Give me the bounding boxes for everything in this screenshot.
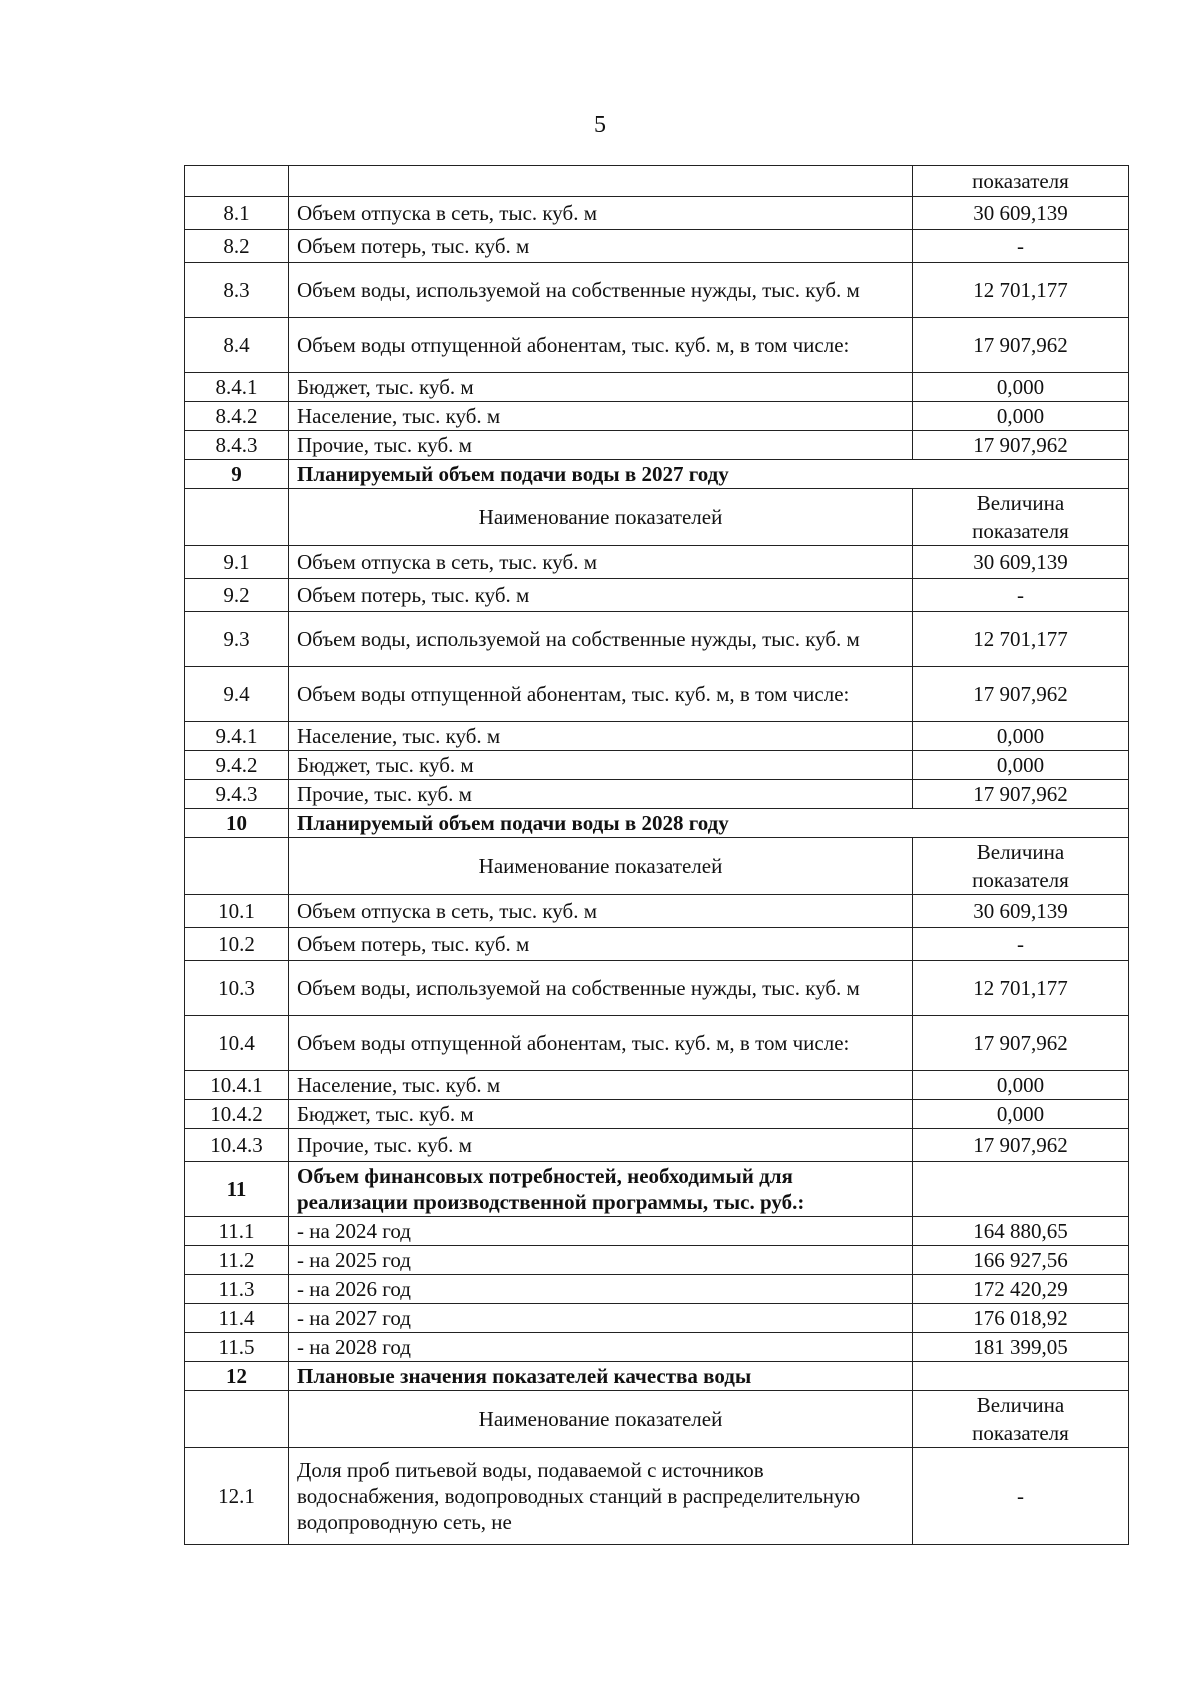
row-name: - на 2028 год <box>289 1333 913 1362</box>
table-row <box>185 1016 1129 1071</box>
row-name: Население, тыс. куб. м <box>289 1071 913 1100</box>
row-name: Бюджет, тыс. куб. м <box>289 1100 913 1129</box>
header-name: Наименование показателей <box>289 1391 913 1448</box>
row-name: Объем воды, используемой на собственные нужды, тыс. куб. м <box>289 961 913 1016</box>
row-name: Прочие, тыс. куб. м <box>289 780 913 809</box>
section-number: 12 <box>185 1362 289 1391</box>
section-title: Объем финансовых потребностей, необходимый для реализации производственной программы, тыс. руб.: <box>289 1162 913 1217</box>
row-value: 17 907,962 <box>913 318 1129 373</box>
row-value: 12 701,177 <box>913 612 1129 667</box>
section-heading-row <box>185 460 1129 489</box>
row-number: 10.4 <box>185 1016 289 1071</box>
header-value-line-1: Величина <box>976 491 1065 515</box>
row-value: 0,000 <box>913 751 1129 780</box>
row-value: 166 927,56 <box>913 1246 1129 1275</box>
row-name: Население, тыс. куб. м <box>289 722 913 751</box>
section-value-cell <box>913 1362 1129 1391</box>
table-row <box>185 722 1129 751</box>
value-header-cell: показателя <box>913 166 1129 197</box>
row-number: 10.2 <box>185 928 289 961</box>
row-value: - <box>913 1448 1129 1545</box>
row-number: 9.4.3 <box>185 780 289 809</box>
row-number: 11.2 <box>185 1246 289 1275</box>
row-name-cell <box>289 166 913 197</box>
table-row <box>185 197 1129 230</box>
row-name: Прочие, тыс. куб. м <box>289 1129 913 1162</box>
row-value: 17 907,962 <box>913 667 1129 722</box>
row-name: - на 2025 год <box>289 1246 913 1275</box>
column-header-row <box>185 838 1129 895</box>
row-number: 11.1 <box>185 1217 289 1246</box>
row-name: Объем отпуска в сеть, тыс. куб. м <box>289 197 913 230</box>
row-number: 11.5 <box>185 1333 289 1362</box>
section-number: 10 <box>185 809 289 838</box>
section-title: Плановые значения показателей качества воды <box>289 1362 913 1391</box>
row-number: 10.4.1 <box>185 1071 289 1100</box>
table-row <box>185 546 1129 579</box>
row-name: Объем потерь, тыс. куб. м <box>289 230 913 263</box>
row-value: 30 609,139 <box>913 895 1129 928</box>
page-number: 5 <box>594 112 606 138</box>
row-number: 9.1 <box>185 546 289 579</box>
row-number: 10.3 <box>185 961 289 1016</box>
row-value: 17 907,962 <box>913 1129 1129 1162</box>
row-name: Объем потерь, тыс. куб. м <box>289 928 913 961</box>
table-row <box>185 751 1129 780</box>
row-value: 176 018,92 <box>913 1304 1129 1333</box>
table-row <box>185 166 1129 197</box>
row-name: Бюджет, тыс. куб. м <box>289 373 913 402</box>
header-number-cell <box>185 1391 289 1448</box>
row-value: 0,000 <box>913 722 1129 751</box>
table-row <box>185 431 1129 460</box>
table-row <box>185 1304 1129 1333</box>
section-title: Планируемый объем подачи воды в 2028 году <box>289 809 1129 838</box>
row-number: 9.2 <box>185 579 289 612</box>
row-name: Объем отпуска в сеть, тыс. куб. м <box>289 546 913 579</box>
row-name: Население, тыс. куб. м <box>289 402 913 431</box>
table-row <box>185 667 1129 722</box>
row-number: 9.4 <box>185 667 289 722</box>
row-number: 10.1 <box>185 895 289 928</box>
header-name: Наименование показателей <box>289 838 913 895</box>
row-value: 17 907,962 <box>913 1016 1129 1071</box>
table-row <box>185 230 1129 263</box>
table-row <box>185 780 1129 809</box>
row-number: 8.1 <box>185 197 289 230</box>
row-name: - на 2026 год <box>289 1275 913 1304</box>
header-value <box>913 489 1129 546</box>
row-number: 9.3 <box>185 612 289 667</box>
header-value <box>913 838 1129 895</box>
column-header-row <box>185 489 1129 546</box>
row-value: 30 609,139 <box>913 546 1129 579</box>
row-number: 8.4.3 <box>185 431 289 460</box>
header-value-line-2: показателя <box>972 1421 1069 1445</box>
table-row <box>185 895 1129 928</box>
row-name: Объем воды отпущенной абонентам, тыс. куб. м, в том числе: <box>289 318 913 373</box>
row-name: Объем отпуска в сеть, тыс. куб. м <box>289 895 913 928</box>
row-number: 10.4.3 <box>185 1129 289 1162</box>
row-name: Прочие, тыс. куб. м <box>289 431 913 460</box>
table-row <box>185 318 1129 373</box>
table-row <box>185 928 1129 961</box>
row-name: Объем воды отпущенной абонентам, тыс. куб. м, в том числе: <box>289 1016 913 1071</box>
table-row <box>185 1217 1129 1246</box>
row-value: 181 399,05 <box>913 1333 1129 1362</box>
row-name: Доля проб питьевой воды, подаваемой с источников водоснабжения, водопроводных станций в распределительную водопроводную сеть, не <box>289 1448 913 1545</box>
row-name: Объем воды отпущенной абонентам, тыс. куб. м, в том числе: <box>289 667 913 722</box>
row-value: 30 609,139 <box>913 197 1129 230</box>
row-name: Объем воды, используемой на собственные нужды, тыс. куб. м <box>289 612 913 667</box>
section-title: Планируемый объем подачи воды в 2027 году <box>289 460 1129 489</box>
row-value: 12 701,177 <box>913 263 1129 318</box>
row-number: 8.4.2 <box>185 402 289 431</box>
table-row <box>185 1246 1129 1275</box>
section-heading-row <box>185 1362 1129 1391</box>
table-row <box>185 612 1129 667</box>
table-row <box>185 1448 1129 1545</box>
row-number: 8.4.1 <box>185 373 289 402</box>
indicators-table <box>184 165 1129 1545</box>
table-row <box>185 1071 1129 1100</box>
section-heading-row <box>185 1162 1129 1217</box>
table-row <box>185 373 1129 402</box>
row-name: - на 2027 год <box>289 1304 913 1333</box>
section-number: 11 <box>185 1162 289 1217</box>
row-number: 9.4.1 <box>185 722 289 751</box>
header-name: Наименование показателей <box>289 489 913 546</box>
table-row <box>185 579 1129 612</box>
row-value: - <box>913 579 1129 612</box>
table-row <box>185 961 1129 1016</box>
table-row <box>185 1100 1129 1129</box>
table-row <box>185 1129 1129 1162</box>
row-value: 0,000 <box>913 402 1129 431</box>
table-row <box>185 1333 1129 1362</box>
header-value-line-2: показателя <box>972 519 1069 543</box>
row-value: 164 880,65 <box>913 1217 1129 1246</box>
row-value: 0,000 <box>913 1071 1129 1100</box>
row-number: 9.4.2 <box>185 751 289 780</box>
column-header-row <box>185 1391 1129 1448</box>
row-value: 0,000 <box>913 373 1129 402</box>
row-value: - <box>913 928 1129 961</box>
section-heading-row <box>185 809 1129 838</box>
row-name: Бюджет, тыс. куб. м <box>289 751 913 780</box>
header-value-line-2: показателя <box>972 868 1069 892</box>
row-number: 11.4 <box>185 1304 289 1333</box>
section-value-cell <box>913 1162 1129 1217</box>
row-number: 8.4 <box>185 318 289 373</box>
header-number-cell <box>185 489 289 546</box>
row-number: 8.2 <box>185 230 289 263</box>
table-row <box>185 1275 1129 1304</box>
row-name: Объем потерь, тыс. куб. м <box>289 579 913 612</box>
row-value: 0,000 <box>913 1100 1129 1129</box>
row-number: 12.1 <box>185 1448 289 1545</box>
header-value-line-1: Величина <box>976 1393 1065 1417</box>
row-number: 8.3 <box>185 263 289 318</box>
row-value: 17 907,962 <box>913 780 1129 809</box>
table-row <box>185 402 1129 431</box>
row-number: 10.4.2 <box>185 1100 289 1129</box>
row-name: Объем воды, используемой на собственные нужды, тыс. куб. м <box>289 263 913 318</box>
row-number: 11.3 <box>185 1275 289 1304</box>
header-value <box>913 1391 1129 1448</box>
header-value-line-1: Величина <box>976 840 1065 864</box>
row-value: 17 907,962 <box>913 431 1129 460</box>
row-value: 12 701,177 <box>913 961 1129 1016</box>
table-row <box>185 263 1129 318</box>
row-number-cell <box>185 166 289 197</box>
section-number: 9 <box>185 460 289 489</box>
row-value: - <box>913 230 1129 263</box>
row-value: 172 420,29 <box>913 1275 1129 1304</box>
header-number-cell <box>185 838 289 895</box>
row-name: - на 2024 год <box>289 1217 913 1246</box>
